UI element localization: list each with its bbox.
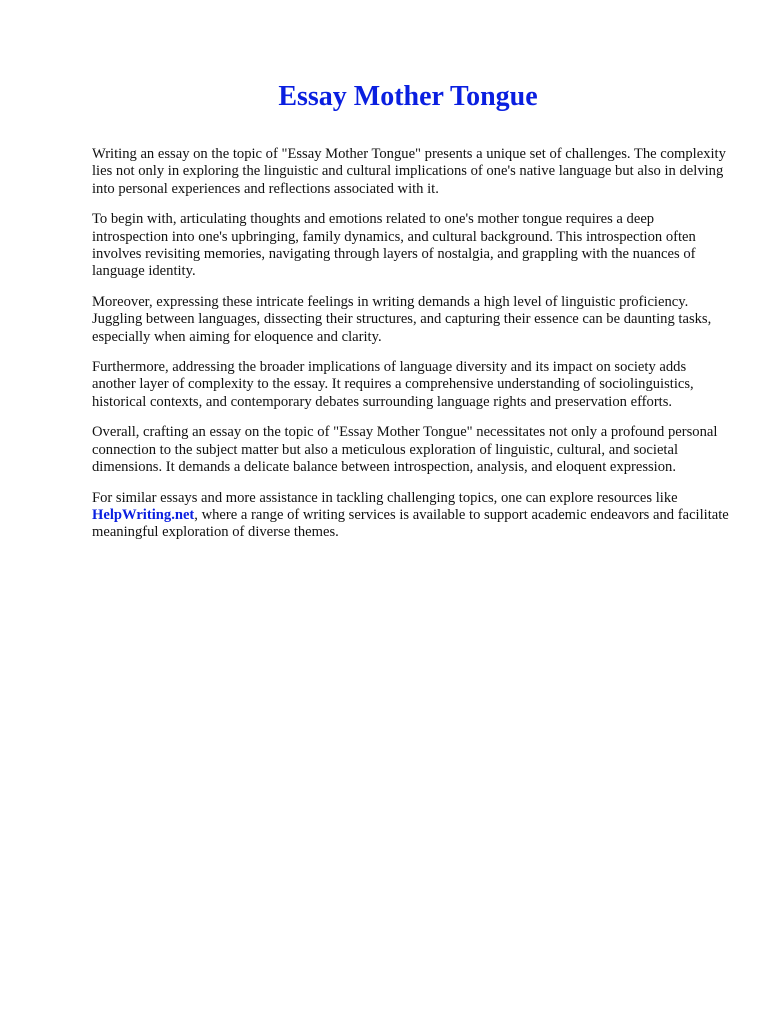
closing-text-before-link: For similar essays and more assistance in tackling challenging topics, one can explore resources like <box>92 489 678 506</box>
paragraph-intro: Writing an essay on the topic of "Essay Mother Tongue" presents a unique set of challenges. The complexity lies not only in exploring the linguistic and cultural implications of one's native language but also in delving into personal experiences and reflections associated with it. <box>92 146 726 197</box>
document-title: Essay Mother Tongue <box>278 81 538 112</box>
closing-text-after-link: , where a range of writing services is available to support academic endeavors and facilitate meaningful exploration of diverse themes. <box>92 506 729 541</box>
paragraph-diversity: Furthermore, addressing the broader implications of language diversity and its impact on society adds another layer of complexity to the essay. It requires a comprehensive understanding of sociolinguistics, historical contexts, and contemporary debates surrounding language rights and preservation efforts. <box>92 359 694 410</box>
paragraph-closing <box>92 490 732 542</box>
paragraph-overall: Overall, crafting an essay on the topic of "Essay Mother Tongue" necessitates not only a profound personal connection to the subject matter but also a meticulous exploration of linguistic, cultural, and societal dimensions. It demands a delicate balance between introspection, analysis, and eloquent expression. <box>92 424 718 476</box>
paragraph-introspection: To begin with, articulating thoughts and emotions related to one's mother tongue requires a deep introspection into one's upbringing, family dynamics, and cultural background. This introspection often involves revisiting memories, navigating through layers of nostalgia, and grappling with the nuances of language identity. <box>92 211 696 280</box>
document-body <box>92 146 732 555</box>
helpwriting-link[interactable]: HelpWriting.net <box>92 506 195 523</box>
paragraph-proficiency: Moreover, expressing these intricate feelings in writing demands a high level of linguistic proficiency. Juggling between languages, dissecting their structures, and capturing their essence can be daunting tasks, especially when aiming for eloquence and clarity. <box>92 293 712 345</box>
